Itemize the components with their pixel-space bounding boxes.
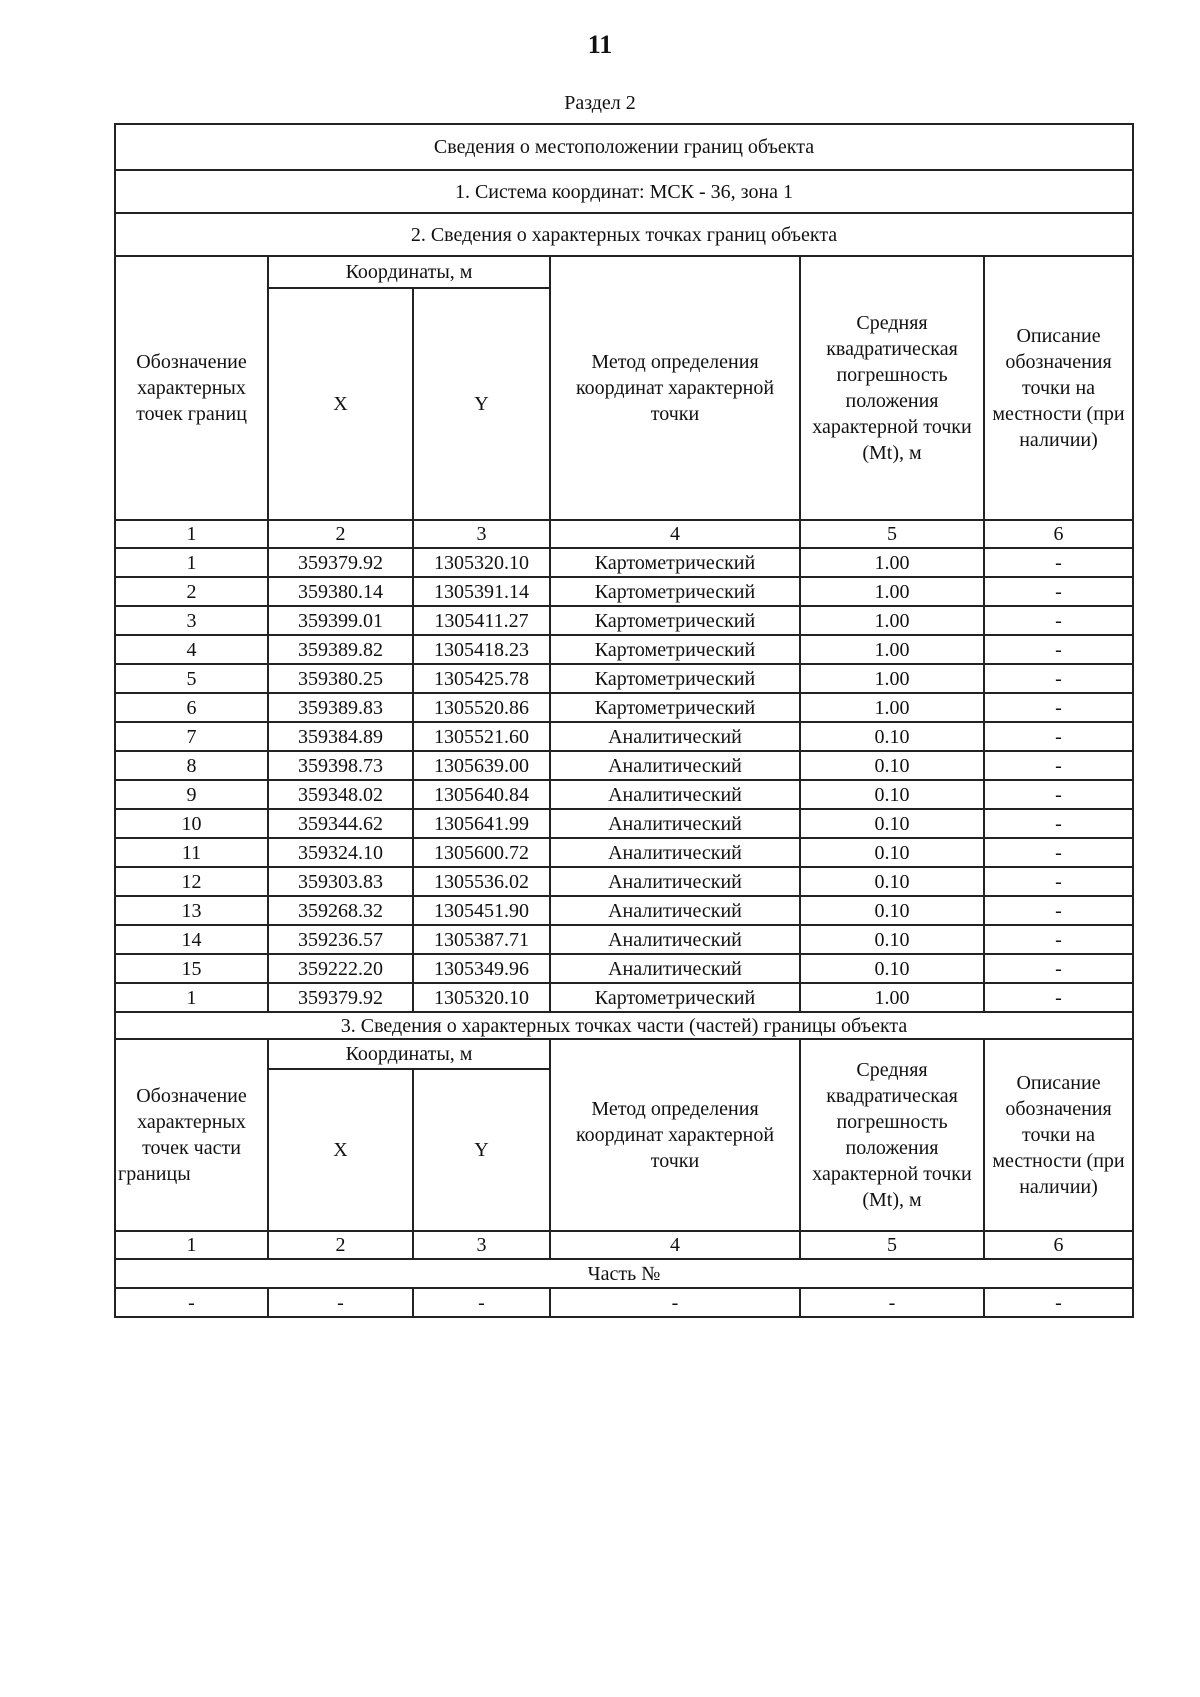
cell-description: - (984, 751, 1133, 780)
column-number: 4 (550, 1231, 800, 1259)
cell-method: Аналитический (550, 867, 800, 896)
table-row (115, 838, 1133, 867)
cell-coord-y: 1305349.96 (413, 954, 550, 983)
cell-description: - (984, 664, 1133, 693)
table-row (115, 983, 1133, 1012)
cell-mean-error: 1.00 (800, 983, 984, 1012)
cell-point-id: 1 (115, 548, 268, 577)
cell-description: - (984, 838, 1133, 867)
table-row (115, 780, 1133, 809)
cell-point-id: - (115, 1288, 268, 1317)
cell-coord-x: 359379.92 (268, 983, 413, 1012)
cell-mean-error: 0.10 (800, 751, 984, 780)
cell-description: - (984, 635, 1133, 664)
cell-description: - (984, 983, 1133, 1012)
cell-coord-y: 1305641.99 (413, 809, 550, 838)
section3-header-designation: Обозначение характерных точек части границы (115, 1039, 268, 1231)
cell-coord-x: 359268.32 (268, 896, 413, 925)
cell-coord-x: 359399.01 (268, 606, 413, 635)
cell-mean-error: 1.00 (800, 693, 984, 722)
cell-coord-y: 1305391.14 (413, 577, 550, 606)
cell-coord-y: 1305520.86 (413, 693, 550, 722)
cell-coord-y: 1305600.72 (413, 838, 550, 867)
cell-point-id: 6 (115, 693, 268, 722)
cell-coord-x: 359380.14 (268, 577, 413, 606)
cell-coord-x: 359236.57 (268, 925, 413, 954)
column-number: 1 (115, 1231, 268, 1259)
cell-method: Картометрический (550, 606, 800, 635)
section3-header-x: X (268, 1069, 413, 1231)
cell-coord-y: - (413, 1288, 550, 1317)
cell-point-id: 1 (115, 983, 268, 1012)
cell-method: Картометрический (550, 983, 800, 1012)
table-row (115, 722, 1133, 751)
cell-mean-error: 0.10 (800, 867, 984, 896)
cell-description: - (984, 1288, 1133, 1317)
cell-description: - (984, 867, 1133, 896)
column-number: 6 (984, 1231, 1133, 1259)
table-row (115, 693, 1133, 722)
cell-coord-y: 1305411.27 (413, 606, 550, 635)
cell-coord-x: 359398.73 (268, 751, 413, 780)
cell-method: Аналитический (550, 896, 800, 925)
section3-header-coords: Координаты, м (268, 1039, 550, 1069)
cell-coord-x: - (268, 1288, 413, 1317)
section-label: Раздел 2 (564, 92, 636, 114)
page-number: 11 (587, 30, 613, 59)
section2-header-description: Описание обозначения точки на местности (при наличии) (984, 256, 1133, 520)
cell-coord-x: 359389.82 (268, 635, 413, 664)
cell-point-id: 12 (115, 867, 268, 896)
section3-column-numbers (115, 1231, 1133, 1259)
cell-coord-y: 1305451.90 (413, 896, 550, 925)
cell-point-id: 9 (115, 780, 268, 809)
cell-coord-x: 359384.89 (268, 722, 413, 751)
boundary-table (114, 123, 1134, 1318)
table-title: Сведения о местоположении границ объекта (115, 124, 1133, 170)
cell-description: - (984, 606, 1133, 635)
column-number: 2 (268, 520, 413, 548)
cell-method: Картометрический (550, 635, 800, 664)
cell-method: Картометрический (550, 577, 800, 606)
section3-title: 3. Сведения о характерных точках части (частей) границы объекта (115, 1012, 1133, 1039)
cell-coord-y: 1305639.00 (413, 751, 550, 780)
cell-mean-error: 0.10 (800, 925, 984, 954)
cell-coord-x: 359348.02 (268, 780, 413, 809)
cell-coord-y: 1305536.02 (413, 867, 550, 896)
cell-mean-error: 0.10 (800, 722, 984, 751)
cell-coord-y: 1305387.71 (413, 925, 550, 954)
cell-mean-error: 1.00 (800, 606, 984, 635)
cell-coord-x: 359380.25 (268, 664, 413, 693)
cell-coord-x: 359389.83 (268, 693, 413, 722)
cell-method: Аналитический (550, 722, 800, 751)
cell-method: - (550, 1288, 800, 1317)
section3-header-description: Описание обозначения точки на местности (при наличии) (984, 1039, 1133, 1231)
cell-point-id: 5 (115, 664, 268, 693)
table-row (115, 809, 1133, 838)
cell-point-id: 2 (115, 577, 268, 606)
column-number: 6 (984, 520, 1133, 548)
table-row (115, 548, 1133, 577)
cell-mean-error: 1.00 (800, 635, 984, 664)
cell-description: - (984, 548, 1133, 577)
cell-coord-y: 1305425.78 (413, 664, 550, 693)
cell-method: Аналитический (550, 809, 800, 838)
cell-method: Аналитический (550, 925, 800, 954)
table-row (115, 577, 1133, 606)
cell-mean-error: 0.10 (800, 809, 984, 838)
table-row (115, 954, 1133, 983)
cell-method: Картометрический (550, 693, 800, 722)
cell-mean-error: 0.10 (800, 954, 984, 983)
part-label: Часть № (115, 1259, 1133, 1288)
cell-method: Аналитический (550, 838, 800, 867)
cell-coord-y: 1305320.10 (413, 983, 550, 1012)
cell-method: Картометрический (550, 664, 800, 693)
cell-point-id: 11 (115, 838, 268, 867)
cell-coord-y: 1305320.10 (413, 548, 550, 577)
cell-description: - (984, 780, 1133, 809)
column-number: 5 (800, 1231, 984, 1259)
coordinate-system: 1. Система координат: МСК - 36, зона 1 (115, 170, 1133, 213)
section2-header-x: X (268, 288, 413, 520)
cell-point-id: 13 (115, 896, 268, 925)
cell-coord-y: 1305418.23 (413, 635, 550, 664)
cell-method: Аналитический (550, 954, 800, 983)
cell-mean-error: 0.10 (800, 838, 984, 867)
column-number: 4 (550, 520, 800, 548)
table-row (115, 896, 1133, 925)
section2-title: 2. Сведения о характерных точках границ объекта (115, 213, 1133, 256)
cell-method: Аналитический (550, 751, 800, 780)
cell-mean-error: 0.10 (800, 780, 984, 809)
column-number: 2 (268, 1231, 413, 1259)
cell-mean-error: 1.00 (800, 664, 984, 693)
cell-method: Аналитический (550, 780, 800, 809)
cell-description: - (984, 925, 1133, 954)
cell-coord-x: 359303.83 (268, 867, 413, 896)
cell-coord-y: 1305640.84 (413, 780, 550, 809)
cell-coord-y: 1305521.60 (413, 722, 550, 751)
section2-column-numbers (115, 520, 1133, 548)
column-number: 3 (413, 520, 550, 548)
cell-description: - (984, 809, 1133, 838)
section3-header-method: Метод определения координат характерной точки (550, 1039, 800, 1231)
table-row (115, 867, 1133, 896)
part-table-row (115, 1288, 1133, 1317)
cell-point-id: 4 (115, 635, 268, 664)
section3-header-y: Y (413, 1069, 550, 1231)
cell-mean-error: 0.10 (800, 896, 984, 925)
table-row (115, 606, 1133, 635)
cell-mean-error: 1.00 (800, 577, 984, 606)
cell-description: - (984, 693, 1133, 722)
column-number: 5 (800, 520, 984, 548)
cell-coord-x: 359344.62 (268, 809, 413, 838)
column-number: 3 (413, 1231, 550, 1259)
cell-point-id: 14 (115, 925, 268, 954)
cell-point-id: 15 (115, 954, 268, 983)
cell-mean-error: 1.00 (800, 548, 984, 577)
cell-point-id: 7 (115, 722, 268, 751)
section2-header-designation: Обозначение характерных точек границ (115, 256, 268, 520)
section2-header-method: Метод определения координат характерной точки (550, 256, 800, 520)
cell-description: - (984, 577, 1133, 606)
cell-coord-x: 359324.10 (268, 838, 413, 867)
section2-header-error: Средняя квадратическая погрешность положения характерной точки (Mt), м (800, 256, 984, 520)
cell-method: Картометрический (550, 548, 800, 577)
section2-header-y: Y (413, 288, 550, 520)
cell-point-id: 10 (115, 809, 268, 838)
table-row (115, 751, 1133, 780)
cell-description: - (984, 722, 1133, 751)
cell-description: - (984, 896, 1133, 925)
table-row (115, 925, 1133, 954)
cell-point-id: 3 (115, 606, 268, 635)
section2-header-coords: Координаты, м (268, 256, 550, 288)
cell-description: - (984, 954, 1133, 983)
section3-header-error: Средняя квадратическая погрешность положения характерной точки (Mt), м (800, 1039, 984, 1231)
column-number: 1 (115, 520, 268, 548)
table-row (115, 635, 1133, 664)
cell-point-id: 8 (115, 751, 268, 780)
cell-coord-x: 359222.20 (268, 954, 413, 983)
cell-coord-x: 359379.92 (268, 548, 413, 577)
table-row (115, 664, 1133, 693)
cell-mean-error: - (800, 1288, 984, 1317)
